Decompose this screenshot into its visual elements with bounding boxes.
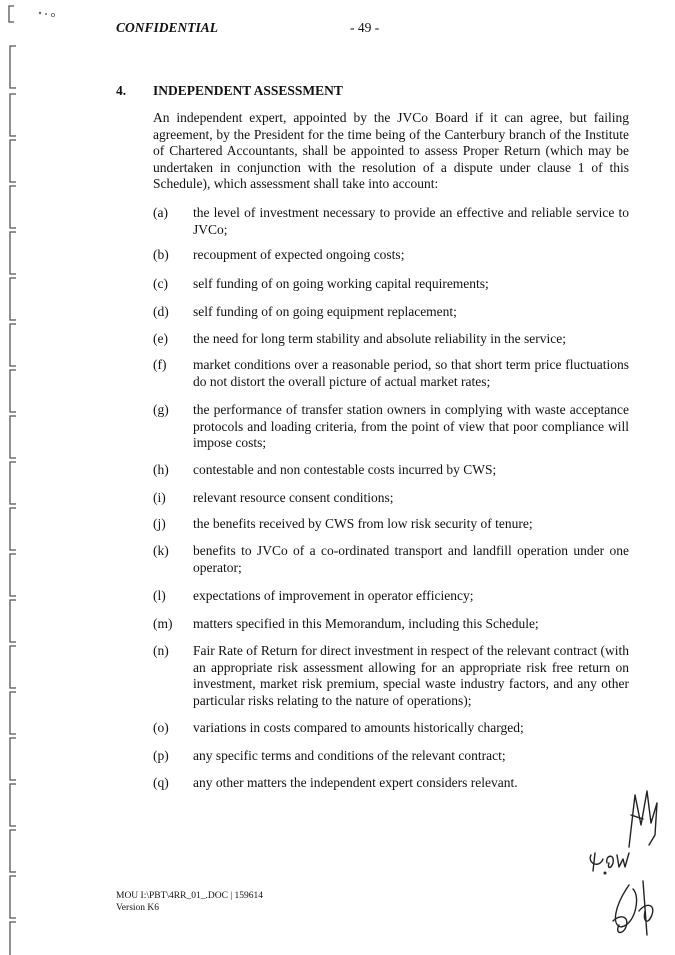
list-item-text: recoupment of expected ongoing costs; [193, 247, 405, 262]
footer-version: Version K6 [116, 903, 160, 913]
list-item-text: Fair Rate of Return for direct investment in respect of the relevant contract (with an appropriate risk assessment allowing for an appropriate risk free return on investment, market risk premium, special waste industry factors, and any other particular risks relating to the nature of operations); [193, 643, 629, 708]
list-item-text: benefits to JVCo of a co-ordinated transport and landfill operation under one operator; [193, 543, 629, 575]
list-item-label: (b) [153, 247, 169, 262]
list-item-text: contestable and non contestable costs incurred by CWS; [193, 462, 497, 477]
list-item-text: the benefits received by CWS from low risk security of tenure; [193, 516, 533, 531]
list-item-label: (n) [153, 643, 169, 658]
list-item-label: (k) [153, 543, 169, 558]
binder-holes [0, 0, 60, 955]
list-item-label: (g) [153, 402, 169, 417]
list-item-text: the level of investment necessary to provide an effective and reliable service to JVCo; [193, 205, 629, 237]
list-item-label: (l) [153, 588, 166, 603]
list-item-text: the need for long term stability and absolute reliability in the service; [193, 331, 567, 346]
handwritten-signatures [585, 785, 667, 945]
list-item-label: (d) [153, 304, 169, 319]
list-item-label: (c) [153, 276, 168, 291]
page-number: - 49 - [350, 20, 380, 35]
list-item-label: (m) [153, 616, 173, 631]
list-item-label: (o) [153, 720, 169, 735]
list-item-label: (e) [153, 331, 168, 346]
list-item-label: (p) [153, 748, 169, 763]
list-item-text: the performance of transfer station owners in complying with waste acceptance protocols and loading criteria, from the point of view that poor compliance will impose costs; [193, 402, 629, 450]
confidential-header: CONFIDENTIAL [116, 20, 219, 35]
list-item-text: market conditions over a reasonable period, so that short term price fluctuations do not distort the overall picture of actual market rates; [193, 357, 629, 389]
list-item-text: self funding of on going equipment replacement; [193, 304, 457, 319]
list-item-text: variations in costs compared to amounts historically charged; [193, 720, 524, 735]
section-title: INDEPENDENT ASSESSMENT [153, 83, 343, 98]
footer-file-reference: MOU I:\PBT\4RR_01_.DOC | 159614 [116, 891, 264, 901]
list-item-label: (j) [153, 516, 166, 531]
list-item-label: (q) [153, 775, 169, 790]
list-item-label: (h) [153, 462, 169, 477]
list-item-text: self funding of on going working capital requirements; [193, 276, 489, 291]
list-item-label: (a) [153, 205, 168, 220]
section-number: 4. [116, 83, 127, 98]
list-item-text: any other matters the independent expert considers relevant. [193, 775, 518, 790]
list-item-text: any specific terms and conditions of the relevant contract; [193, 748, 506, 763]
list-item-label: (i) [153, 490, 166, 505]
list-item-label: (f) [153, 357, 167, 372]
list-item-text: expectations of improvement in operator efficiency; [193, 588, 474, 603]
list-item-text: matters specified in this Memorandum, including this Schedule; [193, 616, 539, 631]
list-item-text: relevant resource consent conditions; [193, 490, 394, 505]
document-footer [116, 890, 263, 914]
intro-paragraph: An independent expert, appointed by the JVCo Board if it can agree, but failing agreement, by the President for the time being of the Canterbury branch of the Institute of Chartered Accountants, shall be appointed to assess Proper Return (which may be undertaken in conjunction with the resolution of a dispute under clause 1 of this Schedule), which assessment shall take into account: [153, 110, 629, 191]
